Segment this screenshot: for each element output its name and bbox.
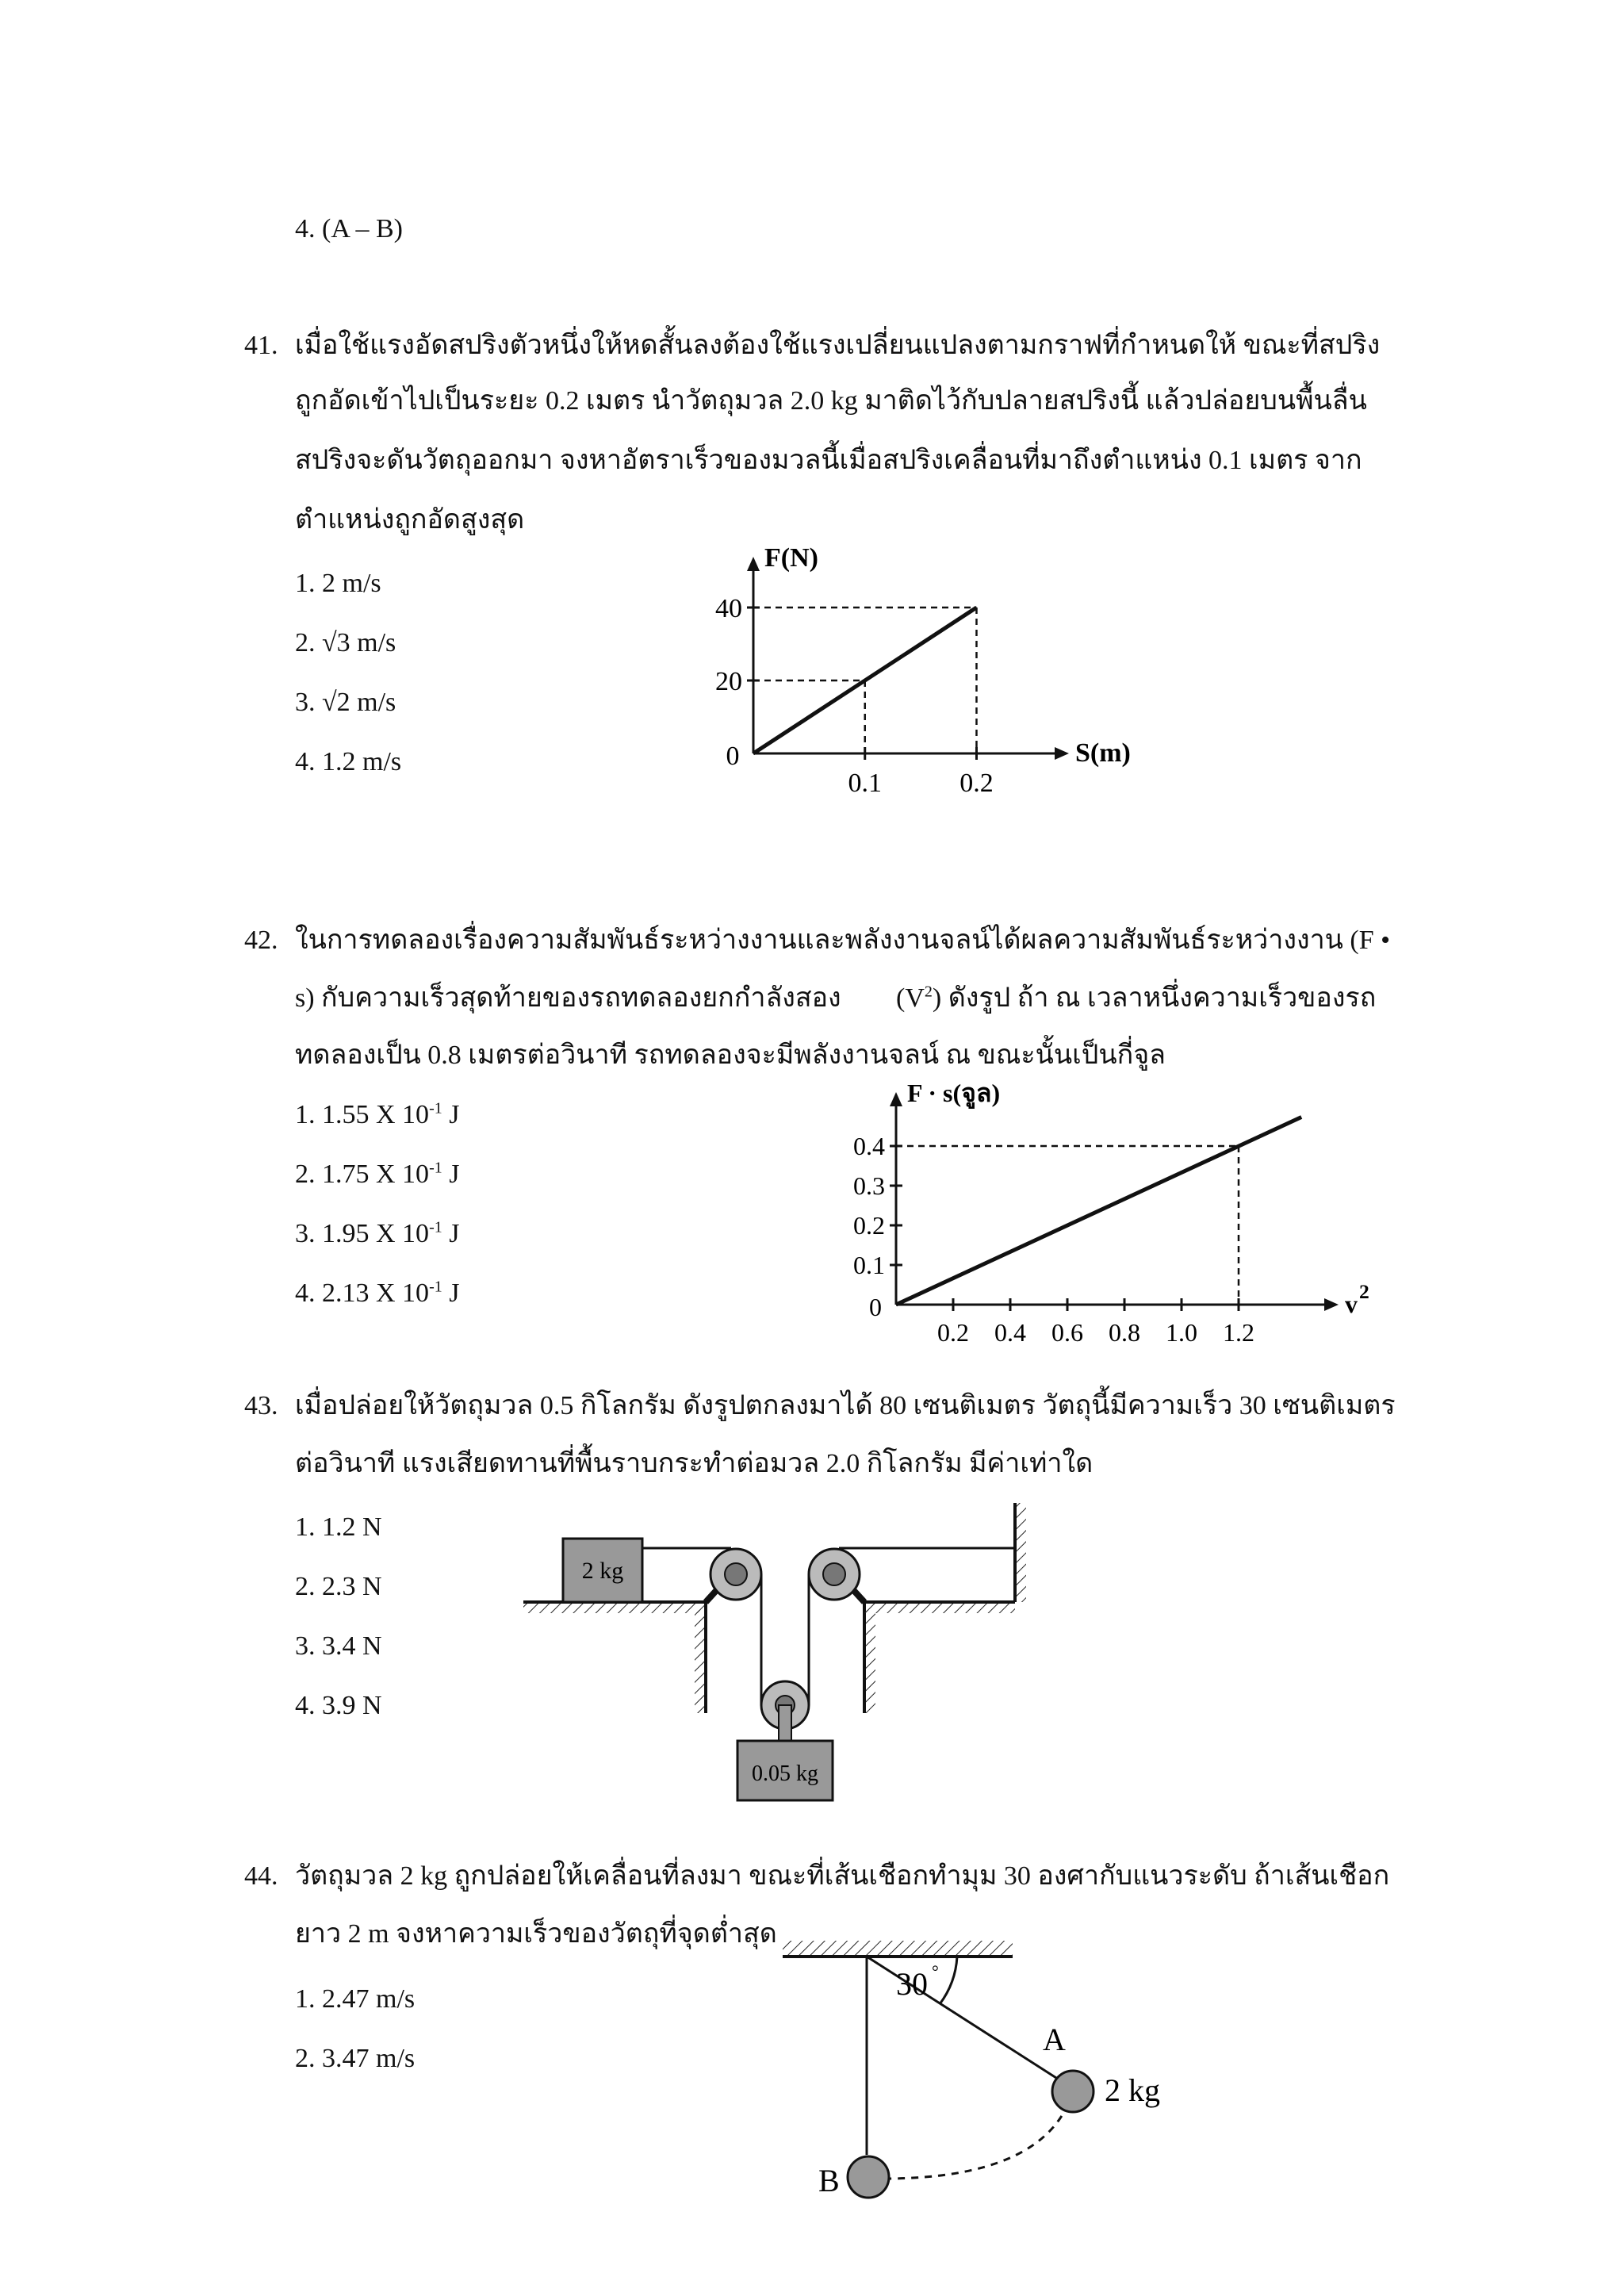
q43-option-2: 2. 2.3 N	[295, 1572, 382, 1601]
q41-line-4: ตำแหน่งถูกอัดสูงสุด	[295, 505, 525, 535]
y-axis-arrow	[747, 557, 760, 571]
y-axis-label: F(N)	[764, 543, 818, 573]
q43-number: 43.	[244, 1391, 278, 1420]
point-a-label: A	[1043, 2022, 1066, 2057]
q43-line-1: เมื่อปล่อยให้วัตถุมวล 0.5 กิโลกรัม ดังรูปตกลงมาได้ 80 เซนติเมตร วัตถุนี้มีความเร็ว 30 เซนติเมตร	[295, 1391, 1396, 1420]
x-axis-arrow	[1055, 747, 1069, 760]
q43-option-1: 1. 1.2 N	[295, 1512, 382, 1542]
y-axis-arrow	[890, 1092, 902, 1106]
y-axis-label: F · s(จูล)	[907, 1079, 1001, 1107]
x-tick-label: 0.4	[994, 1318, 1026, 1347]
pendulum-diagram	[781, 1939, 1209, 2288]
q42-line-2a: s) กับความเร็วสุดท้ายของรถทดลองยกกำลังสอง	[295, 983, 841, 1013]
q42-line-3: ทดลองเป็น 0.8 เมตรต่อวินาที รถทดลองจะมีพลังงานจลน์ ณ ขณะนั้นเป็นกี่จูล	[295, 1041, 1166, 1070]
q41-option-3: 3. √2 m/s	[295, 688, 396, 717]
degree-mark: °	[932, 1961, 939, 1981]
x-axis-arrow	[1324, 1298, 1339, 1311]
angle-label: 30	[896, 1966, 928, 2002]
q43-option-3: 3. 3.4 N	[295, 1631, 382, 1661]
y-tick-label: 0.1	[853, 1251, 885, 1280]
q42-option-2: 2. 1.75 X $10^{-1}$ J	[295, 1159, 460, 1189]
mass-label: 2 kg	[1105, 2072, 1160, 2108]
work-velocity-chart	[817, 1067, 1396, 1352]
q42-option-3: 3. 1.95 X $10^{-1}$ J	[295, 1218, 460, 1248]
x-tick-label: 0.2	[937, 1318, 969, 1347]
y-tick-label: 0.4	[853, 1132, 885, 1161]
q44-number: 44.	[244, 1861, 278, 1891]
y-tick-label: 40	[715, 593, 742, 623]
q42-option-1: 1. 1.55 X $10^{-1}$ J	[295, 1099, 460, 1129]
q44-line-2: ยาว 2 m จงหาความเร็วของวัตถุที่จุดต่ำสุด	[295, 1919, 777, 1949]
ball-a	[1052, 2071, 1094, 2112]
q42-line-1: ในการทดลองเรื่องความสัมพันธ์ระหว่างงานและพลังงานจลน์ได้ผลความสัมพันธ์ระหว่างงาน (F •	[295, 926, 1391, 955]
y-tick-label: 20	[715, 666, 742, 696]
q41-line-1: เมื่อใช้แรงอัดสปริงตัวหนึ่งให้หดสั้นลงต้องใช้แรงเปลี่ยนแปลงตามกราฟที่กำหนดให้ ขณะที่สปริง	[295, 331, 1381, 360]
origin-label: 0	[869, 1293, 882, 1321]
q41-line-2: ถูกอัดเข้าไปเป็นระยะ 0.2 เมตร นำวัตถุมวล 2.0 kg มาติดไว้กับปลายสปริงนี้ แล้วปล่อยบนพื้นลื่น	[295, 386, 1367, 416]
y-tick-label: 0.3	[853, 1171, 885, 1201]
pulley-diagram	[515, 1491, 1047, 1816]
q41-option-2: 2. √3 m/s	[295, 628, 396, 657]
q42-number: 42.	[244, 926, 278, 955]
block-2kg-label: 2 kg	[581, 1558, 624, 1584]
x-tick-label: 0.1	[848, 769, 882, 798]
q42-line-2b: $(V^2)$ ดังรูป ถ้า ณ เวลาหนึ่งความเร็วของรถ	[896, 983, 1377, 1013]
x-tick-label: 0.8	[1109, 1318, 1140, 1347]
x-tick-label: 0.2	[959, 769, 994, 798]
x-axis-label: S(m)	[1075, 738, 1131, 768]
x-axis-label: v	[1345, 1290, 1358, 1318]
prev-option: 4. (A – B)	[295, 214, 403, 243]
point-b-label: B	[818, 2163, 840, 2198]
q44-option-1: 1. 2.47 m/s	[295, 1984, 416, 2014]
q41-number: 41.	[244, 331, 278, 360]
q44-line-1: วัตถุมวล 2 kg ถูกปล่อยให้เคลื่อนที่ลงมา ขณะที่เส้นเชือกทำมุม 30 องศากับแนวระดับ ถ้าเส้นเชือก	[295, 1861, 1390, 1891]
x-tick-label: 1.0	[1166, 1318, 1197, 1347]
force-distance-chart	[682, 539, 1174, 809]
q44-option-2: 2. 3.47 m/s	[295, 2044, 416, 2073]
x-axis-label-exponent: 2	[1359, 1280, 1369, 1303]
q43-option-4: 4. 3.9 N	[295, 1691, 382, 1720]
q43-line-2: ต่อวินาที แรงเสียดทานที่พื้นราบกระทำต่อมวล 2.0 กิโลกรัม มีค่าเท่าใด	[295, 1449, 1094, 1478]
ball-b	[848, 2156, 889, 2198]
origin-label: 0	[726, 742, 740, 771]
x-tick-label: 0.6	[1051, 1318, 1083, 1347]
q42-option-4: 4. 2.13 X $10^{-1}$ J	[295, 1278, 460, 1308]
block-hanging-label: 0.05 kg	[752, 1761, 818, 1786]
q41-option-1: 1. 2 m/s	[295, 569, 381, 598]
q41-option-4: 4. 1.2 m/s	[295, 747, 402, 776]
y-tick-label: 0.2	[853, 1211, 885, 1240]
x-tick-label: 1.2	[1223, 1318, 1254, 1347]
q41-line-3: สปริงจะดันวัตถุออกมา จงหาอัตราเร็วของมวลนี้เมื่อสปริงเคลื่อนที่มาถึงตำแหน่ง 0.1 เมตร จาก	[295, 446, 1362, 475]
